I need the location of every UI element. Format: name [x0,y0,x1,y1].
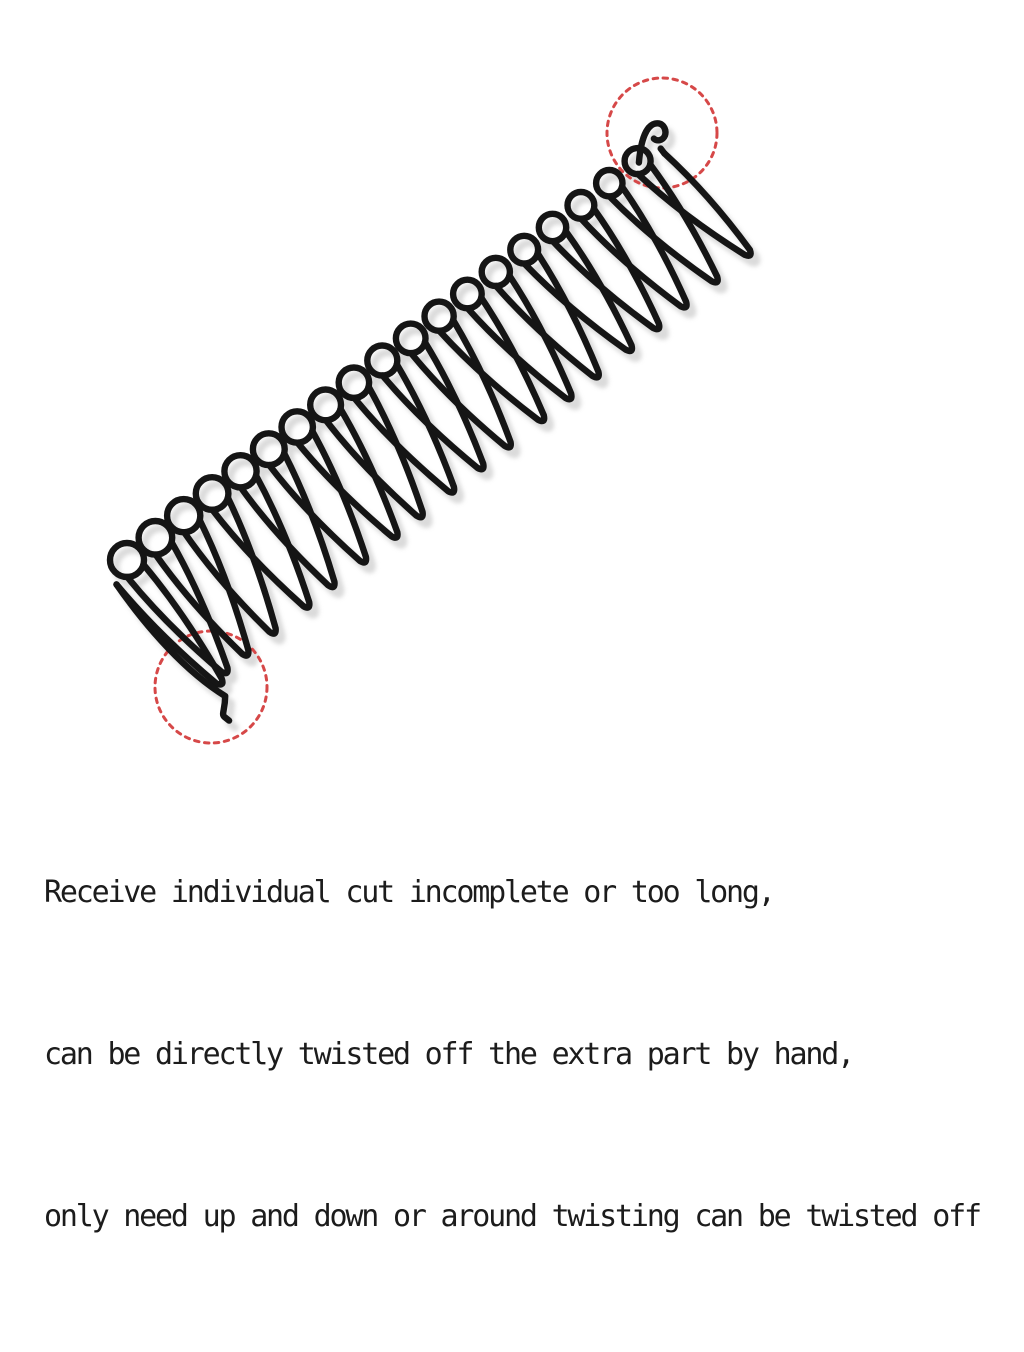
caption-text-block [44,758,1004,1352]
caption-line-1: Receive individual cut incomplete or too long, [44,875,774,910]
comb-tooth [661,149,665,154]
comb-wire [110,123,751,720]
caption-line-3: only need up and down or around twisting can be twisted off [44,1199,980,1234]
caption-line-2: can be directly twisted off the extra part by hand, [44,1037,853,1072]
